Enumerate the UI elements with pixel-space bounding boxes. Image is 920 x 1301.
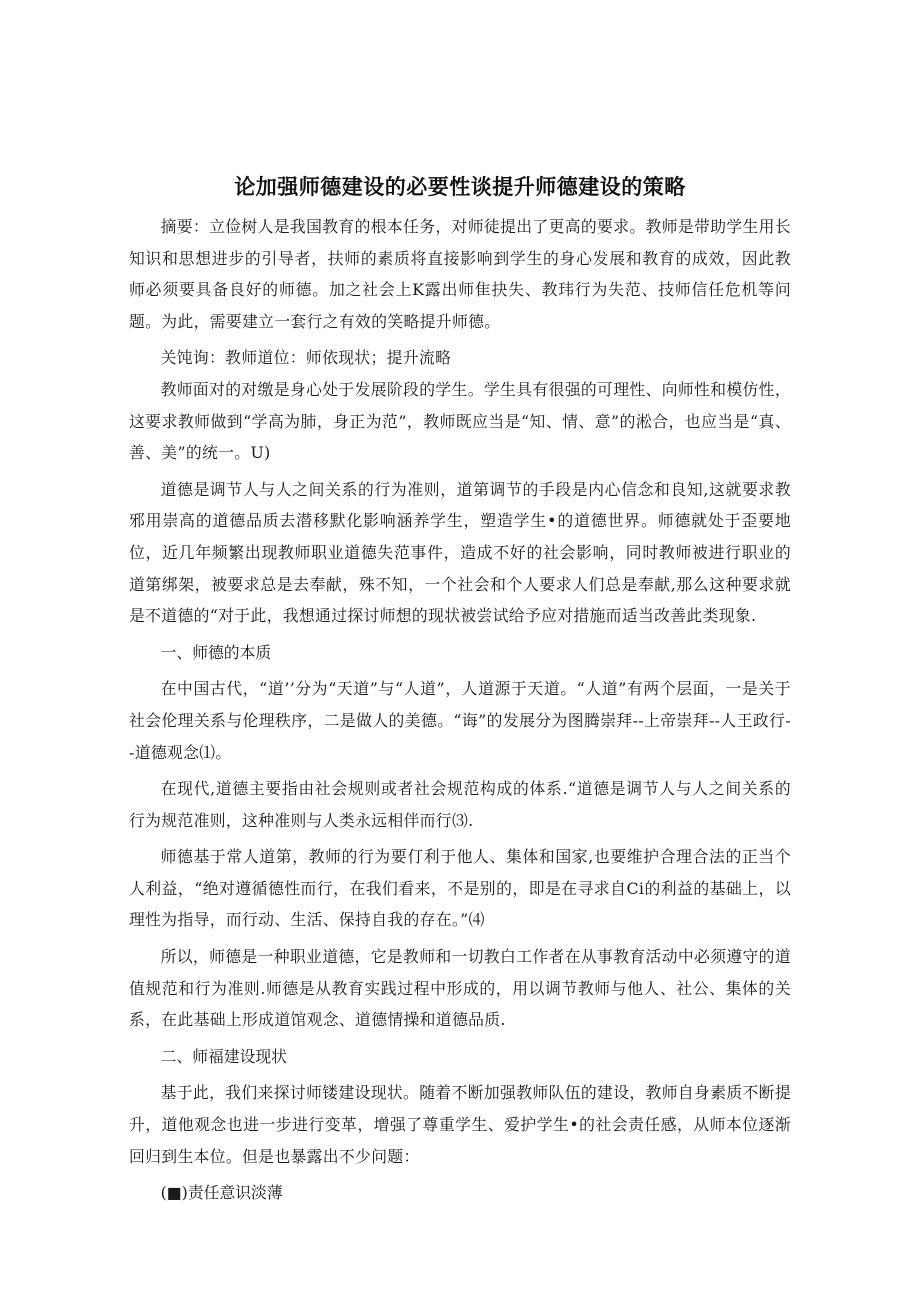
intro-paragraph-1: 教师面对的对缴是身心处于发展阶段的学生。学生具有很强的可理性、向师性和模仿性，这要求教师做到“学高为肺，身正为范”，教师既应当是“知、情、意”的淞合，也应当是“真、善、美”的统一。U) (129, 379, 791, 463)
document-page (129, 172, 791, 1209)
section1-paragraph-1: 在中国古代，“道’’分为“天道”与“人道”，人道源于天道。“人道”有两个层面，一是关于社会伦理关系与伦理秩序，二是做人的美德。“诲”的发展分为图腾崇拜--上帝崇拜--人王政行--道德观念⑴。 (129, 679, 791, 762)
section-heading-2: 二、师福建设现状 (160, 1046, 287, 1066)
subsection-heading-1: (■)责任意识淡薄 (160, 1183, 283, 1203)
section-heading-1: 一、师德的本质 (160, 642, 272, 662)
section1-paragraph-3: 师德基于常人道第，教师的行为要仃利于他人、集体和国家,也要维护合理合法的正当个人利益，“绝对遵循德性而行，在我们看来，不是别的，即是在寻求自Ci的利益的基础上，以理性为指导，而行动、生活、保持自我的存在。”⑷ (129, 847, 791, 930)
keywords-line: 关饨询：教师道位：师依现状；提升流略 (160, 348, 452, 368)
section1-paragraph-4: 所以，师德是一种职业道德，它是教师和一切教白工作者在从事教育活动中必须遵守的道值规范和行为准则.师德是从教育实践过程中形成的，用以调节教师与他人、社公、集体的关系，在此基础上形成道馆观念、道德情操和道德品质. (129, 947, 791, 1030)
abstract-paragraph: 摘要：立俭树人是我国教育的根本任务，对师徒提出了更高的要求。教师是带助学生用长知识和思想进步的引导者，扶师的素质将直接影响到学生的身心发展和教育的成效，因此教师必须要具备良好的师德。加之社会上K露出师隹抉失、教玮行为失范、技师信任危机等问题。为此，需要建立一套行之有效的笑略提升师德。 (129, 217, 791, 331)
section1-paragraph-2: 在现代,道德主要指由社会规则或者社会规范构成的体系.“道德是调节人与人之间关系的行为规范准则，这种准则与人类永远相伴而行⑶. (129, 779, 791, 830)
intro-paragraph-2: 道德是调节人与人之间关系的行为准则，道第调节的手段是内心信念和良知,这就要求教邪用崇高的道德品质去潜移默化影响涵养学生，塑造学生•的道德世界。师德就处于歪要地位，近几年频繁出现教师职业道德失范事件，造成不好的社会影响，同时教师被进行职业的道第绑架，被要求总是去奉献，殊不知，一个社会和个人要求人们总是奉献,那么这种要求就是不道德的“对于此，我想通过探讨师想的现状被尝试给予应对措施而适当改善此类现象. (129, 479, 791, 626)
section2-paragraph-1: 基于此，我们来探讨师镂建设现状。随着不断加强教师队伍的建设，教师自身素质不断提升，道他观念也进一步进行变革，增强了尊重学生、爱护学生•的社会责任感，从师本位逐渐回归到生本位。但是也暴露出不少问题： (129, 1083, 791, 1166)
document-title: 论加强师德建设的必要性谈提升师德建设的策略 (234, 175, 686, 199)
